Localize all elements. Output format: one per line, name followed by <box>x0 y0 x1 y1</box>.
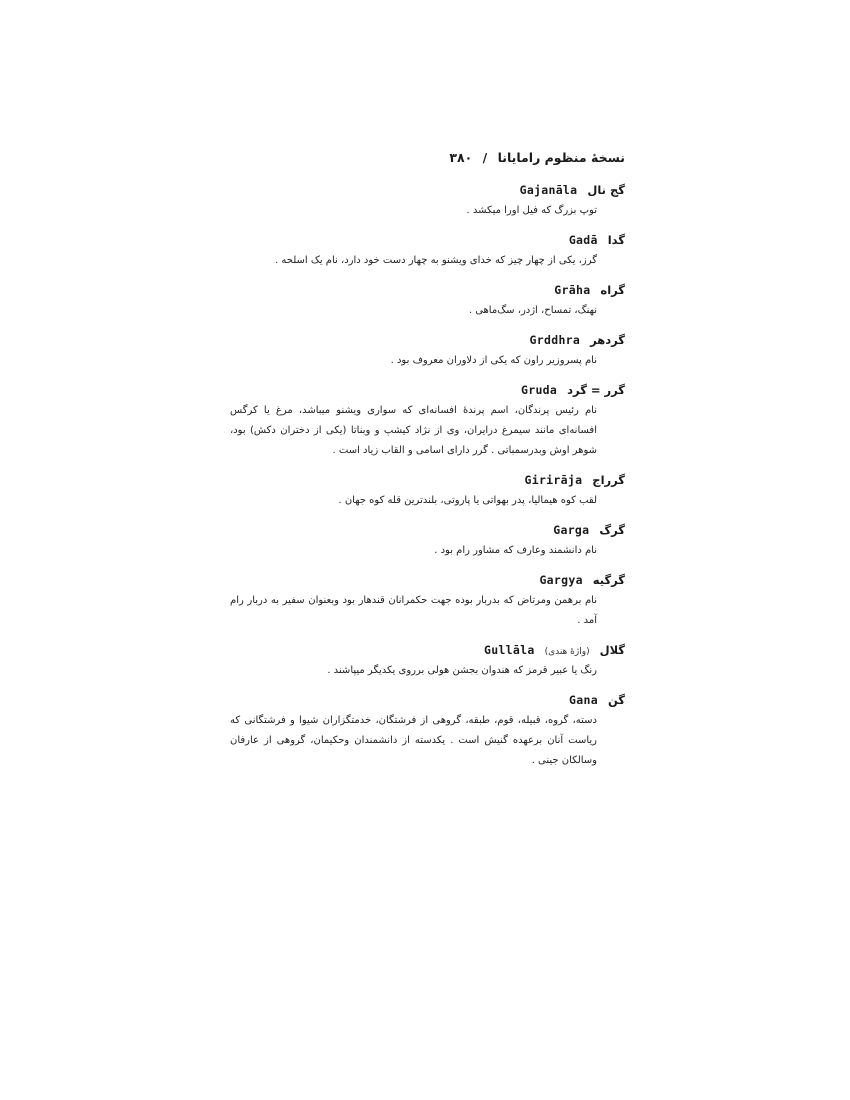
entry-headline <box>230 693 625 711</box>
entry-term: گدا <box>607 233 625 247</box>
entry-headline <box>230 333 625 351</box>
entry-transliteration: Gullāla <box>483 643 535 657</box>
entry-note: (واژهٔ هندی) <box>544 647 590 657</box>
glossary-entry <box>230 573 625 631</box>
entry-headline <box>230 233 625 251</box>
entry-transliteration: Gajanāla <box>519 183 578 197</box>
entry-headline <box>230 283 625 301</box>
document-page <box>230 150 625 850</box>
glossary-entry <box>230 183 625 221</box>
entry-term: گرر = گرد <box>567 383 625 397</box>
glossary-entry <box>230 693 625 771</box>
entry-term: گرراج <box>592 473 625 487</box>
book-title: نسخهٔ منظوم رامایانا <box>497 150 625 165</box>
glossary-entry <box>230 233 625 271</box>
entry-transliteration: Grāha <box>554 283 591 297</box>
entry-headline <box>230 183 625 201</box>
entry-term: گج نال <box>587 183 625 197</box>
entry-definition: نام رئیس پرندگان، اسم پرندهٔ افسانه‌ای که سواری ویشنو میباشد، مرغ یا کرگس افسانه‌ای مانند سیمرغ درایران، وی از نژاد کیشپ و وبناتا (یکی از دختران دکش) بود، شوهر اوش وبدرسمباتی . گرر دارای اسامی و القاب زیاد است . <box>230 405 597 456</box>
entry-term: گرگیه <box>592 573 625 587</box>
entry-definition: نهنگ، تمساح، اژدر، سگ‌ماهی . <box>468 305 597 316</box>
entry-definition: رنگ یا عبیر قرمز که هندوان بجشن هولی برروی یکدیگر میپاشند . <box>327 665 597 676</box>
entry-term: گرگ <box>599 523 625 537</box>
entry-definition: دسته، گروه، قبیله، قوم، طبقه، گروهی از فرشتگان، خدمتگزاران شیوا و فرشتگانی که ریاست آنان برعهده گنیش است . یکدسته از دانشمندان وحکیمان، گروهی از عارفان وسالکان جینی . <box>230 715 597 766</box>
glossary-entry <box>230 283 625 321</box>
glossary-entry <box>230 643 625 681</box>
entry-transliteration: Girirāja <box>524 473 583 487</box>
entry-transliteration: Gadā <box>568 233 598 247</box>
entry-transliteration: Grddhra <box>529 333 581 347</box>
running-header <box>230 150 625 165</box>
page-number: ۳۸۰ <box>449 150 473 165</box>
glossary-entry <box>230 473 625 511</box>
glossary-entry <box>230 383 625 461</box>
entry-definition: توپ بزرگ که فیل اورا میکشد . <box>466 205 597 216</box>
entry-transliteration: Gargya <box>539 573 583 587</box>
entry-definition: نام برهمن ومرتاض که بدربار بوده جهت حکمرانان قندهار بود وبعنوان سفیر به دربار رام آمد . <box>230 595 597 626</box>
entry-headline <box>230 573 625 591</box>
entry-headline <box>230 523 625 541</box>
entry-definition: نام پسروزیر راون که یکی از دلاوران معروف بود . <box>390 355 597 366</box>
glossary-entry <box>230 333 625 371</box>
entry-term: گلال <box>599 643 625 657</box>
entry-transliteration: Gana <box>569 693 598 707</box>
entry-headline <box>230 383 625 401</box>
entry-term: گردهر <box>590 333 625 347</box>
entry-term: گن <box>607 693 625 707</box>
entry-transliteration: Garga <box>553 523 590 537</box>
entry-transliteration: Gruda <box>521 383 558 397</box>
glossary-entry <box>230 523 625 561</box>
entry-headline <box>230 473 625 491</box>
entry-definition: نام دانشمند وعارف که مشاور رام بود . <box>434 545 597 556</box>
header-separator: / <box>482 150 488 165</box>
entry-term: گراه <box>600 283 625 297</box>
entry-definition: گرز، یکی از چهار چیز که خدای ویشنو به چهار دست خود دارد، نام یک اسلحه . <box>275 255 597 266</box>
entry-headline <box>230 643 625 661</box>
entry-definition: لقب کوه هیمالیا، پدر بهواتی یا پاروتی، بلندترین قله کوه جهان . <box>338 495 597 506</box>
